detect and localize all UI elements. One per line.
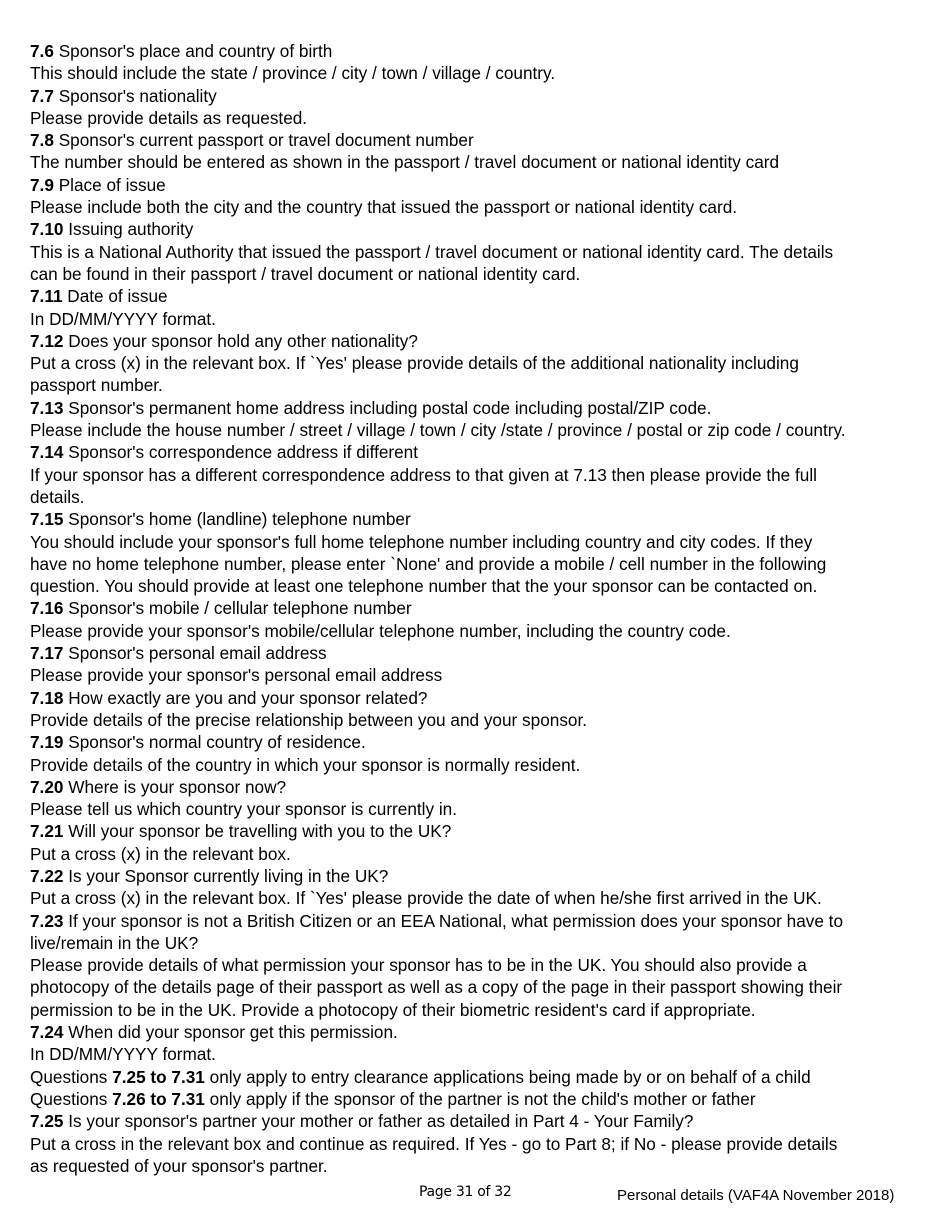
line-text: Sponsor's normal country of residence. — [68, 732, 366, 753]
line-text: Sponsor's place and country of birth — [58, 41, 333, 61]
form-title-footer: Personal details (VAF4A November 2018) — [617, 1187, 895, 1204]
question-line — [30, 129, 920, 151]
line-text: Please provide details as requested. — [30, 107, 308, 128]
line-text: Provide details of the precise relationship between you and your sponsor. — [30, 709, 588, 730]
line-text: Sponsor's personal email address — [68, 643, 327, 664]
line-text: Please provide your sponsor's personal email address — [30, 665, 443, 686]
guidance-line — [30, 887, 920, 909]
guidance-line — [30, 486, 920, 508]
guidance-line — [30, 575, 920, 597]
question-number: 7.7 — [30, 85, 54, 106]
line-text: This is a National Authority that issued the passport / travel document or national identity card. The details — [30, 241, 834, 262]
question-line — [30, 85, 920, 107]
line-text: The number should be entered as shown in the passport / travel document or national identity card — [30, 152, 780, 173]
question-line — [30, 1088, 920, 1110]
question-line — [30, 285, 920, 307]
guidance-line — [30, 196, 920, 218]
line-text: Date of issue — [67, 286, 168, 307]
guidance-line — [30, 620, 920, 642]
line-text: permission to be in the UK. Provide a photocopy of their biometric resident's card if appropriate. — [30, 999, 756, 1020]
question-number: 7.25 to 7.31 — [112, 1066, 205, 1087]
guidance-line — [30, 464, 920, 486]
question-line — [30, 40, 920, 62]
line-text: Sponsor's permanent home address including postal code including postal/ZIP code. — [68, 397, 712, 418]
line-text: If your sponsor has a different correspondence address to that given at 7.13 then please provide the full — [30, 464, 817, 485]
line-text: Will your sponsor be travelling with you to the UK? — [68, 821, 452, 842]
guidance-line — [30, 553, 920, 575]
question-number: 7.13 — [30, 397, 64, 418]
line-text: Sponsor's mobile / cellular telephone number — [68, 598, 412, 619]
question-line — [30, 1066, 920, 1088]
page-number: Page 31 of 32 — [419, 1184, 512, 1200]
line-text: details. — [30, 486, 85, 507]
question-number: 7.10 — [30, 219, 64, 240]
line-text: as requested of your sponsor's partner. — [30, 1155, 328, 1176]
guidance-line — [30, 374, 920, 396]
line-text: photocopy of the details page of their passport as well as a copy of the page in their passport showing their — [30, 977, 843, 998]
line-prefix: Questions — [30, 1088, 108, 1109]
line-text: can be found in their passport / travel document or national identity card. — [30, 263, 581, 284]
line-text: Place of issue — [58, 174, 166, 195]
guidance-line — [30, 107, 920, 129]
guidance-line — [30, 1155, 920, 1177]
line-text: Sponsor's current passport or travel document number — [58, 130, 474, 151]
question-line — [30, 731, 920, 753]
line-text: question. You should provide at least one telephone number that the your sponsor can be contacted on. — [30, 576, 818, 597]
line-text: If your sponsor is not a British Citizen or an EEA National, what permission does your sponsor have to — [68, 910, 844, 931]
line-text: Please provide your sponsor's mobile/cellular telephone number, including the country code. — [30, 620, 731, 641]
line-text: Please include both the city and the country that issued the passport or national identity card. — [30, 197, 738, 218]
line-text: passport number. — [30, 375, 163, 396]
guidance-line — [30, 531, 920, 553]
guidance-line — [30, 954, 920, 976]
document-body — [30, 40, 920, 1177]
line-text: Put a cross in the relevant box and continue as required. If Yes - go to Part 8; if No - please provide details — [30, 1133, 838, 1154]
guidance-line — [30, 999, 920, 1021]
question-number: 7.24 — [30, 1022, 64, 1043]
guidance-line — [30, 1043, 920, 1065]
question-number: 7.12 — [30, 330, 64, 351]
line-text: have no home telephone number, please enter `None' and provide a mobile / cell number in the following — [30, 553, 827, 574]
question-number: 7.11 — [30, 286, 63, 307]
question-line — [30, 776, 920, 798]
question-line — [30, 397, 920, 419]
line-text: Is your Sponsor currently living in the UK? — [68, 865, 389, 886]
line-text: Where is your sponsor now? — [68, 776, 287, 797]
line-text: Sponsor's home (landline) telephone number — [68, 509, 411, 530]
question-number: 7.21 — [30, 821, 64, 842]
guidance-line — [30, 976, 920, 998]
guidance-line — [30, 1133, 920, 1155]
line-text: Please include the house number / street / village / town / city /state / province / postal or zip code / country. — [30, 420, 846, 441]
question-line — [30, 642, 920, 664]
question-number: 7.17 — [30, 643, 64, 664]
line-text: Provide details of the country in which your sponsor is normally resident. — [30, 754, 581, 775]
question-line — [30, 330, 920, 352]
question-line — [30, 441, 920, 463]
guidance-line — [30, 754, 920, 776]
line-text: In DD/MM/YYYY format. — [30, 308, 216, 329]
guidance-line — [30, 308, 920, 330]
guidance-line — [30, 241, 920, 263]
question-line — [30, 1110, 920, 1132]
guidance-line — [30, 263, 920, 285]
question-line — [30, 687, 920, 709]
question-line — [30, 1021, 920, 1043]
guidance-line — [30, 352, 920, 374]
line-text: only apply if the sponsor of the partner is not the child's mother or father — [209, 1088, 756, 1109]
line-text: This should include the state / province / city / town / village / country. — [30, 63, 556, 84]
line-text: When did your sponsor get this permission. — [68, 1022, 398, 1043]
line-text: Sponsor's nationality — [58, 85, 217, 106]
line-text: Put a cross (x) in the relevant box. — [30, 843, 291, 864]
question-line — [30, 865, 920, 887]
line-text: Put a cross (x) in the relevant box. If `Yes' please provide details of the additional nationality including — [30, 353, 799, 374]
question-number: 7.20 — [30, 776, 64, 797]
question-number: 7.19 — [30, 732, 64, 753]
line-text: In DD/MM/YYYY format. — [30, 1044, 216, 1065]
guidance-line — [30, 932, 920, 954]
line-text: You should include your sponsor's full home telephone number including country and city codes. If they — [30, 531, 813, 552]
guidance-line — [30, 151, 920, 173]
line-text: How exactly are you and your sponsor related? — [68, 687, 428, 708]
line-text: Sponsor's correspondence address if different — [68, 442, 419, 463]
question-number: 7.16 — [30, 598, 64, 619]
question-number: 7.23 — [30, 910, 64, 931]
question-line — [30, 910, 920, 932]
guidance-line — [30, 843, 920, 865]
guidance-line — [30, 664, 920, 686]
question-number: 7.15 — [30, 509, 64, 530]
question-line — [30, 174, 920, 196]
question-number: 7.25 — [30, 1111, 64, 1132]
question-line — [30, 218, 920, 240]
question-number: 7.22 — [30, 865, 64, 886]
guidance-line — [30, 419, 920, 441]
line-text: Please provide details of what permission your sponsor has to be in the UK. You should also provide a — [30, 955, 807, 976]
guidance-line — [30, 62, 920, 84]
guidance-line — [30, 709, 920, 731]
question-line — [30, 820, 920, 842]
line-text: only apply to entry clearance applications being made by or on behalf of a child — [209, 1066, 811, 1087]
line-text: Please tell us which country your sponsor is currently in. — [30, 799, 458, 820]
line-prefix: Questions — [30, 1066, 108, 1087]
line-text: Issuing authority — [68, 219, 194, 240]
question-number: 7.26 to 7.31 — [112, 1088, 205, 1109]
question-number: 7.18 — [30, 687, 64, 708]
question-number: 7.6 — [30, 41, 54, 61]
guidance-line — [30, 798, 920, 820]
line-text: Is your sponsor's partner your mother or father as detailed in Part 4 - Your Family? — [68, 1111, 694, 1132]
question-number: 7.14 — [30, 442, 64, 463]
line-text: Put a cross (x) in the relevant box. If `Yes' please provide the date of when he/she first arrived in the UK. — [30, 888, 822, 909]
question-number: 7.8 — [30, 130, 54, 151]
question-number: 7.9 — [30, 174, 54, 195]
line-text: Does your sponsor hold any other nationality? — [68, 330, 418, 351]
question-line — [30, 508, 920, 530]
question-line — [30, 597, 920, 619]
line-text: live/remain in the UK? — [30, 932, 199, 953]
